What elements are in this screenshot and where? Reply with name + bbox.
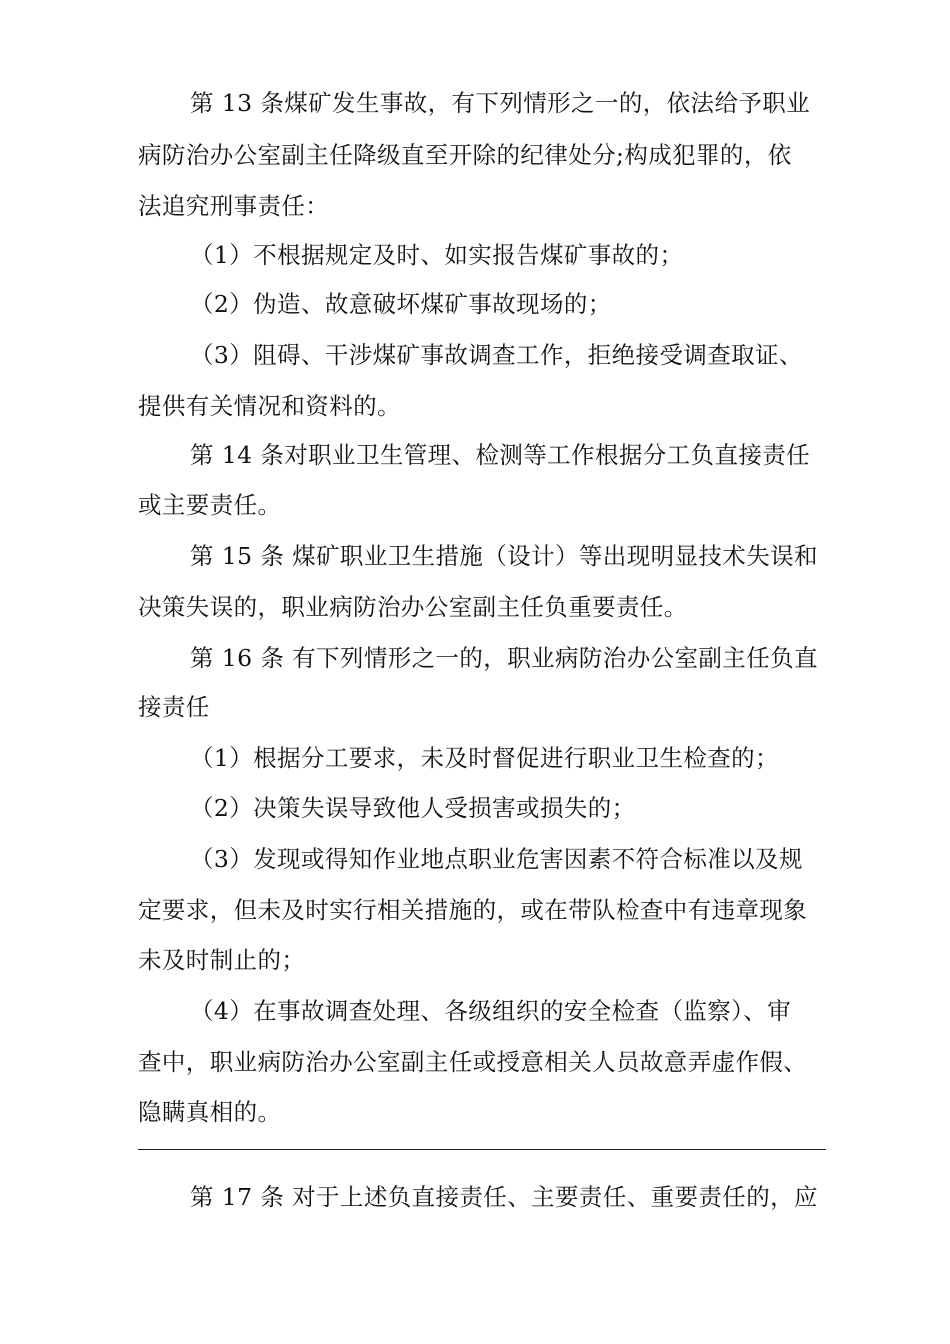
- text-line: 第 16 条 有下列情形之一的，职业病防治办公室副主任负直: [190, 644, 818, 672]
- text-line: 第 13 条煤矿发生事故，有下列情形之一的，依法给予职业: [190, 89, 811, 117]
- text-line: 第 14 条对职业卫生管理、检测等工作根据分工负直接责任: [190, 441, 811, 469]
- text-line: 第 15 条 煤矿职业卫生措施（设计）等出现明显技术失误和: [190, 542, 818, 570]
- text-line: （2）伪造、故意破坏煤矿事故现场的；: [190, 290, 612, 318]
- page-break-divider: [138, 1149, 826, 1150]
- text-line: 隐瞒真相的。: [138, 1098, 282, 1126]
- text-line: 或主要责任。: [138, 491, 282, 519]
- text-line: 定要求，但未及时实行相关措施的，或在带队检查中有违章现象: [138, 896, 808, 924]
- text-line: （4）在事故调查处理、各级组织的安全检查（监察）、审: [190, 997, 792, 1025]
- text-line: （2）决策失误导致他人受损害或损失的；: [190, 794, 636, 822]
- text-line: 法追究刑事责任：: [138, 192, 330, 220]
- text-line: 接责任: [138, 693, 210, 721]
- text-line: 未及时制止的；: [138, 946, 306, 974]
- text-line: （1）根据分工要求，未及时督促进行职业卫生检查的；: [190, 744, 779, 772]
- text-line: 决策失误的，职业病防治办公室副主任负重要责任。: [138, 593, 688, 621]
- text-line: （3）发现或得知作业地点职业危害因素不符合标准以及规: [190, 845, 803, 873]
- text-line: （3）阻碍、干涉煤矿事故调查工作，拒绝接受调查取证、: [190, 341, 803, 369]
- text-line: 病防治办公室副主任降级直至开除的纪律处分;构成犯罪的，依: [138, 141, 792, 169]
- text-line: （1）不根据规定及时、如实报告煤矿事故的；: [190, 241, 684, 269]
- text-line: 第 17 条 对于上述负直接责任、主要责任、重要责任的，应: [190, 1183, 818, 1211]
- text-line: 提供有关情况和资料的。: [138, 392, 401, 420]
- text-line: 查中，职业病防治办公室副主任或授意相关人员故意弄虚作假、: [138, 1048, 808, 1076]
